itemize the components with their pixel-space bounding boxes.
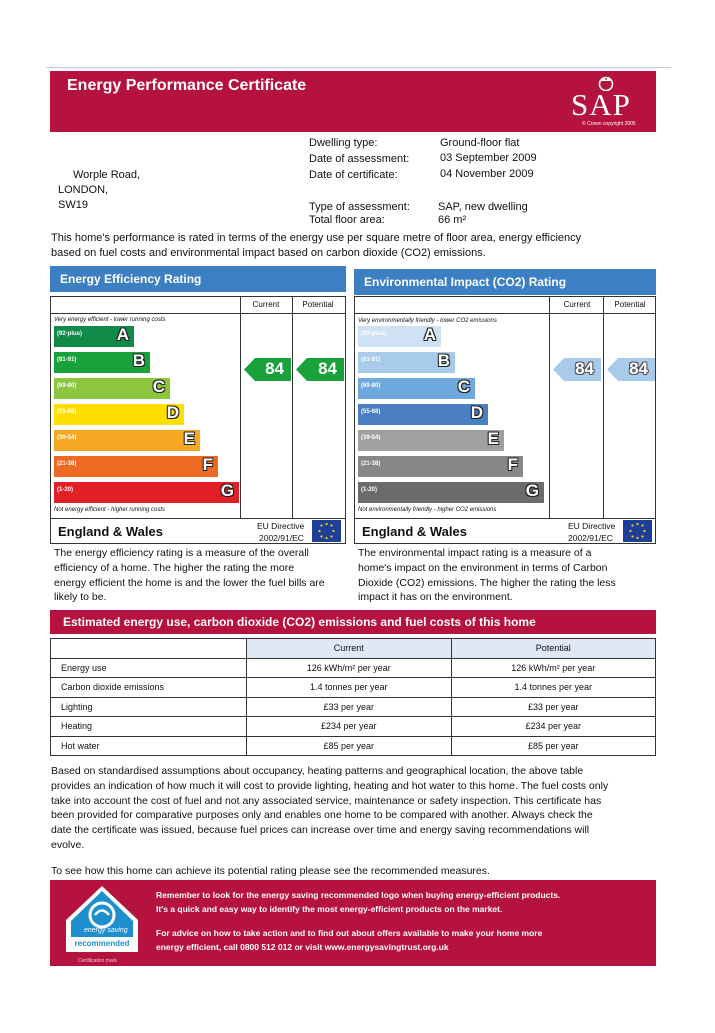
assessment-date-value: 03 September 2009 bbox=[440, 152, 537, 164]
footer-line-3: For advice on how to take action and to find out about offers available to make your home more bbox=[156, 928, 543, 938]
energy-band-range: (92-plus) bbox=[57, 331, 83, 337]
energy-band-g bbox=[54, 482, 239, 503]
energy-top-note: Very energy efficient - lower running costs bbox=[54, 317, 166, 323]
environmental-band-letter: E bbox=[487, 429, 499, 448]
energy-bottom-note: Not energy efficient - higher running costs bbox=[54, 507, 166, 513]
environmental-band-range: (69-80) bbox=[361, 383, 381, 389]
energy-band-d bbox=[54, 404, 184, 425]
environmental-band-range: (55-68) bbox=[361, 409, 381, 415]
sap-copyright: © Crown copyright 2005 bbox=[582, 121, 636, 127]
energy-directive-line-2: 2002/91/EC bbox=[259, 533, 304, 543]
environmental-band-range: (39-54) bbox=[361, 435, 381, 441]
certificate-title: Energy Performance Certificate bbox=[67, 77, 307, 94]
row-potential: £85 per year bbox=[451, 736, 656, 756]
floor-area-label: Total floor area: bbox=[309, 214, 385, 226]
column-divider bbox=[240, 297, 241, 519]
environmental-rating-chart bbox=[354, 296, 656, 544]
recommend-note: To see how this home can achieve its potential rating please see the recommended measures. bbox=[51, 865, 490, 877]
table-header-potential: Potential bbox=[451, 639, 656, 659]
energy-band-range: (81-91) bbox=[57, 357, 77, 363]
energy-band-letter: B bbox=[132, 351, 145, 370]
environmental-directive-line-2: 2002/91/EC bbox=[568, 533, 613, 543]
energy-band-range: (55-68) bbox=[57, 409, 77, 415]
energy-band-letter: G bbox=[220, 481, 234, 500]
environmental-band-e bbox=[358, 430, 504, 451]
certificate-date-value: 04 November 2009 bbox=[440, 168, 534, 180]
certification-mark: Certification mark bbox=[78, 958, 117, 964]
header-divider bbox=[51, 313, 345, 314]
energy-band-range: (21-38) bbox=[57, 461, 77, 467]
energy-rating-chart bbox=[50, 296, 346, 544]
energy-band-range: (1-20) bbox=[57, 487, 74, 493]
energy-band-letter: D bbox=[166, 403, 179, 422]
environmental-band-a bbox=[358, 326, 441, 347]
table-row bbox=[51, 736, 656, 756]
energy-potential-value: 84 bbox=[318, 359, 337, 378]
environmental-band-range: (1-20) bbox=[361, 487, 378, 493]
energy-band-c bbox=[54, 378, 170, 399]
environmental-region: England & Wales bbox=[362, 524, 467, 539]
table-row bbox=[51, 697, 656, 717]
energy-band-range: (39-54) bbox=[57, 435, 77, 441]
footer-banner bbox=[50, 880, 656, 966]
row-potential: £234 per year bbox=[451, 717, 656, 737]
floor-area-value: 66 m² bbox=[438, 214, 467, 226]
estimates-table bbox=[50, 638, 656, 756]
energy-current-value: 84 bbox=[265, 359, 284, 378]
environmental-current-arrow bbox=[553, 358, 601, 381]
energy-band-a bbox=[54, 326, 134, 347]
environmental-rating-description: The environmental impact rating is a measure of a home's impact on the environment in terms of Carbon Dioxide (CO2) emissions. The higher the rating the less impact it has on the environment. bbox=[358, 547, 616, 604]
table-header-row bbox=[51, 639, 656, 659]
table-header-blank bbox=[51, 639, 247, 659]
row-label: Energy use bbox=[51, 658, 247, 678]
row-label: Hot water bbox=[51, 736, 247, 756]
environmental-band-b bbox=[358, 352, 455, 373]
energy-band-e bbox=[54, 430, 200, 451]
environmental-band-letter: C bbox=[457, 377, 470, 396]
logo-energy-saving: energy saving bbox=[84, 927, 128, 934]
row-potential: £33 per year bbox=[451, 697, 656, 717]
environmental-band-d bbox=[358, 404, 488, 425]
environmental-current-value: 84 bbox=[575, 359, 594, 378]
table-row bbox=[51, 678, 656, 698]
row-current: £85 per year bbox=[247, 736, 452, 756]
certificate-date-label: Date of certificate: bbox=[309, 169, 398, 181]
table-row bbox=[51, 717, 656, 737]
footer-line-4: energy efficient, call 0800 512 012 or visit www.energysavingtrust.org.uk bbox=[156, 942, 449, 952]
row-potential: 126 kWh/m² per year bbox=[451, 658, 656, 678]
environmental-band-letter: B bbox=[437, 351, 450, 370]
top-rule bbox=[46, 67, 671, 68]
table-row bbox=[51, 658, 656, 678]
energy-band-letter: E bbox=[183, 429, 195, 448]
logo-recommended: recommended bbox=[74, 939, 130, 948]
environmental-band-range: (81-91) bbox=[361, 357, 381, 363]
row-current: £234 per year bbox=[247, 717, 452, 737]
certificate-banner bbox=[50, 71, 656, 132]
environmental-band-letter: D bbox=[470, 403, 483, 422]
address-line-3: SW19 bbox=[58, 199, 88, 211]
current-column-label: Current bbox=[252, 300, 280, 309]
potential-column-label: Potential bbox=[302, 300, 334, 309]
footer-line-1: Remember to look for the energy saving recommended logo when buying energy-efficient products. bbox=[156, 890, 561, 900]
energy-band-letter: C bbox=[152, 377, 165, 396]
environmental-band-g bbox=[358, 482, 544, 503]
row-label: Carbon dioxide emissions bbox=[51, 678, 247, 698]
column-divider bbox=[603, 297, 604, 519]
environmental-potential-value: 84 bbox=[629, 359, 648, 378]
row-label: Heating bbox=[51, 717, 247, 737]
standardised-note: Based on standardised assumptions about occupancy, heating patterns and geographical location, the above table provides an indication of how much it will cost to provide lighting, heating and hot water to this home. The fuel costs only take into account the cost of fuel and not any associated service, maintenance or safety inspection. This certificate has been provided for comparative purposes only and enables one home to be compared with another. Always check the date the certificate was issued, because fuel prices can increase over time and energy saving recommendations will evolve. bbox=[51, 765, 609, 851]
address-line-1: Worple Road, bbox=[73, 169, 141, 181]
address-line-2: LONDON, bbox=[58, 184, 109, 196]
footer-divider bbox=[51, 518, 345, 519]
current-column-label: Current bbox=[563, 300, 591, 309]
environmental-band-range: (21-38) bbox=[361, 461, 381, 467]
column-divider bbox=[292, 297, 293, 519]
energy-rating-description: The energy efficiency rating is a measure of the overall efficiency of a home. The higher the rating the more energy efficient the home is and the lower the fuel bills are likely to be. bbox=[54, 547, 325, 604]
environmental-bottom-note: Not environmentally friendly - higher CO2 emissions bbox=[358, 507, 497, 513]
energy-band-letter: F bbox=[202, 455, 213, 474]
energy-current-arrow bbox=[244, 358, 291, 381]
header-divider bbox=[355, 313, 655, 314]
energy-band-range: (69-80) bbox=[57, 383, 77, 389]
sap-logo-text: SAP bbox=[571, 87, 631, 122]
row-potential: 1.4 tonnes per year bbox=[451, 678, 656, 698]
environmental-band-letter: G bbox=[525, 481, 539, 500]
environmental-directive-line-1: EU Directive bbox=[568, 521, 616, 531]
environmental-rating-title: Environmental Impact (CO2) Rating bbox=[354, 269, 656, 295]
intro-paragraph: This home's performance is rated in terms of the energy use per square metre of floor area, energy efficiency based on fuel costs and environmental impact based on carbon dioxide (CO2) emissions. bbox=[51, 232, 582, 259]
energy-saving-recommended-logo bbox=[62, 884, 142, 962]
energy-directive-line-1: EU Directive bbox=[257, 521, 305, 531]
row-current: 1.4 tonnes per year bbox=[247, 678, 452, 698]
assessment-type-value: SAP, new dwelling bbox=[438, 201, 528, 213]
assessment-type-label: Type of assessment: bbox=[309, 201, 410, 213]
potential-column-label: Potential bbox=[614, 300, 646, 309]
column-divider bbox=[549, 297, 550, 519]
assessment-date-label: Date of assessment: bbox=[309, 153, 410, 165]
environmental-band-letter: F bbox=[507, 455, 518, 474]
footer-divider bbox=[355, 518, 655, 519]
table-header-current: Current bbox=[247, 639, 452, 659]
dwelling-type-label: Dwelling type: bbox=[309, 137, 378, 149]
footer-line-2: It's a quick and easy way to identify the most energy-efficient products on the market. bbox=[156, 904, 503, 914]
environmental-band-c bbox=[358, 378, 475, 399]
energy-potential-arrow bbox=[296, 358, 344, 381]
environmental-band-f bbox=[358, 456, 523, 477]
estimates-title: Estimated energy use, carbon dioxide (CO2) emissions and fuel costs of this home bbox=[50, 610, 656, 634]
energy-band-f bbox=[54, 456, 218, 477]
sap-logo bbox=[568, 75, 648, 127]
eu-flag-icon bbox=[623, 520, 652, 542]
environmental-potential-arrow bbox=[607, 358, 655, 381]
energy-band-letter: A bbox=[116, 325, 129, 344]
energy-rating-title: Energy Efficiency Rating bbox=[50, 266, 346, 292]
environmental-band-range: (92-plus) bbox=[361, 331, 387, 337]
dwelling-type-value: Ground-floor flat bbox=[440, 137, 520, 149]
eu-flag-icon bbox=[312, 520, 341, 542]
energy-band-b bbox=[54, 352, 150, 373]
row-current: 126 kWh/m² per year bbox=[247, 658, 452, 678]
row-current: £33 per year bbox=[247, 697, 452, 717]
energy-region: England & Wales bbox=[58, 524, 163, 539]
environmental-band-letter: A bbox=[423, 325, 436, 344]
environmental-top-note: Very environmentally friendly - lower CO2 emissions bbox=[358, 318, 497, 324]
row-label: Lighting bbox=[51, 697, 247, 717]
